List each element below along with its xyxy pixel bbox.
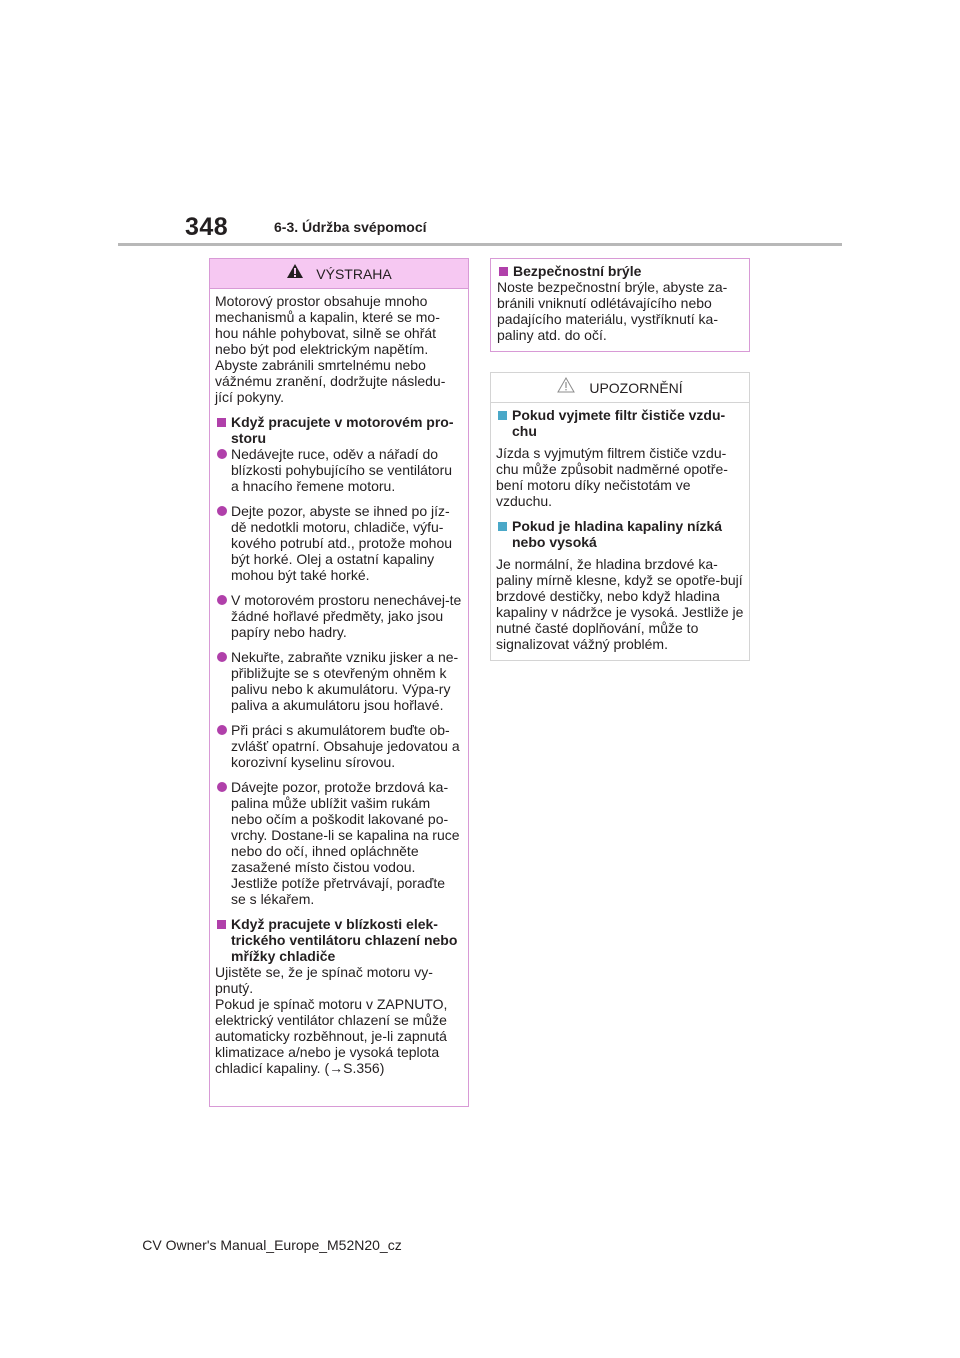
list-item: Nedávejte ruce, oděv a nářadí do blízkosti pohybujícího se ventilátoru a hnacího řemene motoru.	[215, 446, 463, 494]
square-bullet-icon	[499, 267, 508, 276]
round-bullet-icon	[217, 782, 227, 792]
notice-section-heading: Pokud vyjmete filtr čističe vzdu-chu	[496, 407, 744, 439]
square-bullet-icon	[498, 411, 507, 420]
warning-header	[210, 259, 468, 289]
caution-triangle-icon	[557, 377, 575, 398]
glasses-text: Noste bezpečnostní brýle, abyste za-bránili vniknutí odlétávajícího nebo padajícího materiálu, vystříknutí ka-paliny atd. do očí.	[497, 279, 728, 343]
notice-text: Je normální, že hladina brzdové ka-paliny mírně klesne, když se opotře-bují brzdové destičky, nebo když hladina kapaliny v nádržce je vysoká. Jestliže je nutné časté doplňování, může to signalizovat vážný problém.	[496, 556, 744, 652]
page-number: 348	[185, 213, 229, 241]
glasses-heading: Bezpečnostní brýle	[497, 263, 744, 279]
notice-text: Jízda s vyjmutým filtrem čističe vzdu-chu může způsobit nadměrné opotře-bení motoru díky nečistotám ve vzduchu.	[496, 445, 728, 509]
round-bullet-icon	[217, 595, 227, 605]
warning-text: Ujistěte se, že je spínač motoru vy-pnutý.	[215, 964, 433, 996]
list-item: V motorovém prostoru nenechávej-te žádné hořlavé předměty, jako jsou papíry nebo hadry.	[215, 592, 463, 640]
round-bullet-icon	[217, 449, 227, 459]
glasses-info-box	[490, 258, 750, 352]
round-bullet-icon	[217, 506, 227, 516]
square-bullet-icon	[498, 522, 507, 531]
round-bullet-icon	[217, 725, 227, 735]
square-bullet-icon	[217, 418, 226, 427]
notice-section-heading: Pokud je hladina kapaliny nízká nebo vysoká	[496, 518, 744, 550]
notice-title: UPOZORNĚNÍ	[589, 379, 683, 396]
list-item: Nekuřte, zabraňte vzniku jisker a ne-přibližujte se s otevřeným ohněm k palivu nebo k akumulátoru. Výpa-ry paliva a akumulátoru jsou hořlavé.	[215, 649, 463, 713]
warning-box	[209, 258, 469, 1107]
warning-triangle-icon	[286, 263, 304, 284]
warning-text: Pokud je spínač motoru v ZAPNUTO, elektrický ventilátor chlazení se může automaticky rozběhnout, je-li zapnutá klimatizace a/nebo je vysoká teplota chladicí kapaliny. (→S.356)	[215, 996, 448, 1076]
header-rule	[118, 243, 842, 246]
notice-box	[490, 372, 750, 661]
list-item: Dejte pozor, abyste se ihned po jíz-dě nedotkli motoru, chladiče, výfu-kového potrubí atd., protože mohou být horké. Olej a ostatní kapaliny mohou být také horké.	[215, 503, 463, 583]
warning-intro: Motorový prostor obsahuje mnoho mechanismů a kapalin, které se mo-hou náhle pohybovat, silně se ohřát nebo být pod elektrickým napětím. Abyste zabránili smrtelnému nebo vážnému zranění, dodržujte následu-jící pokyny.	[215, 293, 446, 405]
warning-section-heading: Když pracujete v motorovém pro-storu	[215, 414, 463, 446]
footer	[0, 1237, 960, 1253]
square-bullet-icon	[217, 920, 226, 929]
footer-text: CV Owner's Manual_Europe_M52N20_cz	[142, 1237, 402, 1253]
warning-title: VÝSTRAHA	[316, 265, 392, 282]
round-bullet-icon	[217, 652, 227, 662]
list-item: Dávejte pozor, protože brzdová ka-palina může ublížit vašim rukám nebo očím a poškodit lakované po-vrchy. Dostane-li se kapalina na ruce nebo do očí, ihned opláchněte zasažené místo čistou vodou. Jestliže potíže přetrvávají, poraďte se s lékařem.	[215, 779, 463, 907]
list-item: Při práci s akumulátorem buďte ob-zvlášť opatrní. Obsahuje jedovatou a korozivní kyselinu sírovou.	[215, 722, 463, 770]
warning-section-heading: Když pracujete v blízkosti elek-trického ventilátoru chlazení nebo mřížky chladiče	[215, 916, 463, 964]
notice-header	[491, 373, 749, 403]
section-title: 6-3. Údržba svépomocí	[274, 219, 427, 235]
